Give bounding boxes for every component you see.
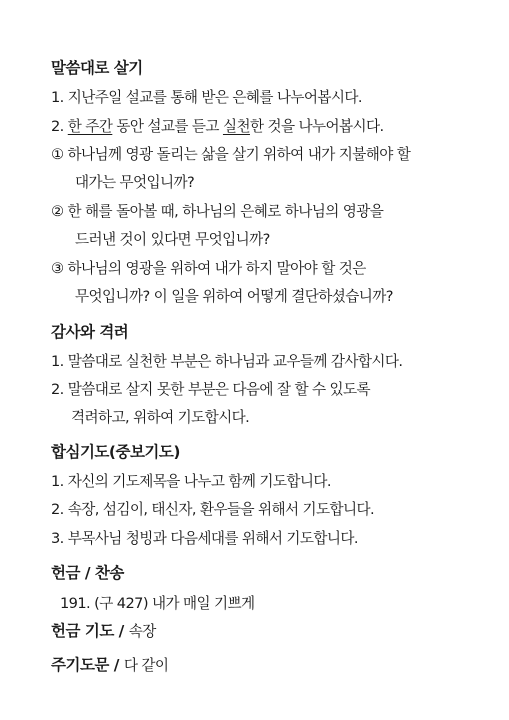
list-item: 2. 말씀대로 살지 못한 부분은 다음에 잘 할 수 있도록 bbox=[51, 381, 371, 398]
underlined-text: 한 주간 bbox=[67, 118, 113, 135]
lords-prayer-label: 주기도문 / bbox=[51, 656, 124, 674]
question-1-line-1: ① 하나님께 영광 돌리는 삶을 살기 위하여 내가 지불해야 할 bbox=[51, 146, 411, 163]
section-title-prayer: 합심기도(중보기도) bbox=[51, 443, 180, 461]
list-text: 한 것을 나누어봅시다. bbox=[249, 118, 384, 135]
list-item: 1. 지난주일 설교를 통해 받은 은혜를 나누어봅시다. bbox=[51, 89, 362, 106]
question-3-line-2: 무엇입니까? 이 일을 위하여 어떻게 결단하셨습니까? bbox=[75, 288, 393, 305]
list-item: 1. 자신의 기도제목을 나누고 함께 기도합니다. bbox=[51, 473, 331, 490]
section-title-live-by-word: 말씀대로 살기 bbox=[51, 59, 143, 77]
section-title-thanks: 감사와 격려 bbox=[51, 323, 129, 341]
offering-prayer-label: 헌금 기도 / bbox=[51, 622, 129, 640]
underlined-text: 실천 bbox=[222, 118, 250, 135]
offering-prayer-line bbox=[51, 619, 156, 641]
lords-prayer-line bbox=[51, 653, 168, 675]
question-1-line-2: 대가는 무엇입니까? bbox=[75, 174, 195, 191]
list-item: 3. 부목사님 청빙과 다음세대를 위해서 기도합니다. bbox=[51, 530, 358, 547]
question-2-line-2: 드러낸 것이 있다면 무엇입니까? bbox=[75, 231, 270, 248]
offering-prayer-value: 속장 bbox=[128, 623, 156, 640]
question-2-line-1: ② 한 해를 돌아볼 때, 하나님의 은혜로 하나님의 영광을 bbox=[51, 203, 384, 220]
list-text: 동안 설교를 듣고 bbox=[112, 118, 223, 135]
list-text: 2. bbox=[51, 118, 68, 135]
list-item bbox=[51, 115, 384, 136]
section-title-offering: 헌금 / 찬송 bbox=[51, 564, 124, 582]
list-item: 1. 말씀대로 실천한 부분은 하나님과 교우들께 감사합시다. bbox=[51, 353, 403, 370]
lords-prayer-value: 다 같이 bbox=[123, 657, 169, 674]
hymn-line: 191. (구 427) 내가 매일 기쁘게 bbox=[60, 595, 255, 612]
question-3-line-1: ③ 하나님의 영광을 위하여 내가 하지 말아야 할 것은 bbox=[51, 260, 366, 277]
list-item-continuation: 격려하고, 위하여 기도합시다. bbox=[71, 409, 250, 426]
list-item: 2. 속장, 섬김이, 태신자, 환우들을 위해서 기도합니다. bbox=[51, 501, 375, 518]
